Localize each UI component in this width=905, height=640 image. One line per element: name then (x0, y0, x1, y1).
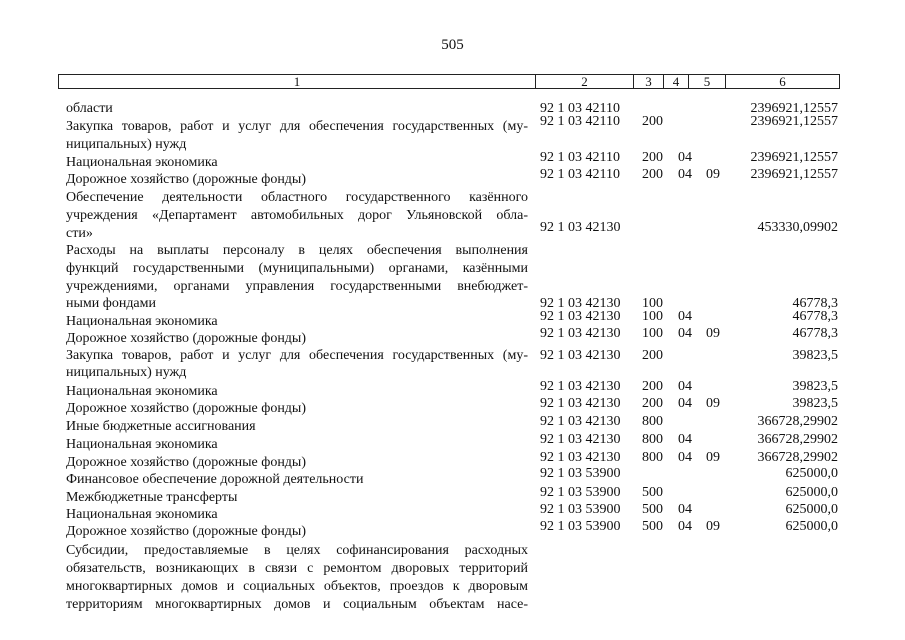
row-col-4: 04 (678, 432, 692, 447)
header-col-2: 2 (535, 74, 634, 89)
row-col-3: 200 (642, 114, 663, 129)
row-description-line: Закупка товаров, работ и услуг для обеспечения государственных (му- (66, 119, 528, 134)
row-description-line: Финансовое обеспечение дорожной деятельности (66, 472, 364, 487)
row-description-line: Дорожное хозяйство (дорожные фонды) (66, 172, 307, 187)
row-amount: 39823,5 (792, 348, 838, 363)
row-code: 92 1 03 53900 (540, 466, 621, 481)
row-col-5: 09 (706, 396, 720, 411)
row-code: 92 1 03 42130 (540, 450, 621, 465)
row-amount: 366728,29902 (757, 450, 838, 465)
row-code: 92 1 03 53900 (540, 519, 621, 534)
row-amount: 625000,0 (785, 519, 838, 534)
row-amount: 39823,5 (792, 396, 838, 411)
row-col-4: 04 (678, 309, 692, 324)
row-col-4: 04 (678, 379, 692, 394)
row-col-3: 100 (642, 296, 663, 311)
row-description-line: Закупка товаров, работ и услуг для обеспечения государственных (му- (66, 348, 528, 363)
row-col-3: 500 (642, 519, 663, 534)
row-description-line: ниципальных) нужд (66, 365, 187, 380)
row-col-3: 500 (642, 485, 663, 500)
row-description-line: области (66, 101, 113, 116)
row-description-line: многоквартирных домов и социальных объектов, проездов к дворовым (66, 579, 528, 594)
header-col-6: 6 (725, 74, 840, 89)
row-col-4: 04 (678, 326, 692, 341)
row-description-line: Дорожное хозяйство (дорожные фонды) (66, 455, 307, 470)
row-code: 92 1 03 42110 (540, 150, 620, 165)
row-code: 92 1 03 42130 (540, 379, 621, 394)
row-code: 92 1 03 42110 (540, 101, 620, 116)
row-col-3: 100 (642, 326, 663, 341)
row-col-3: 200 (642, 348, 663, 363)
row-description-line: Национальная экономика (66, 507, 218, 522)
row-col-3: 200 (642, 396, 663, 411)
row-amount: 453330,09902 (757, 220, 838, 235)
header-col-5: 5 (688, 74, 726, 89)
row-col-3: 800 (642, 414, 663, 429)
row-col-3: 200 (642, 167, 663, 182)
row-amount: 366728,29902 (757, 432, 838, 447)
header-col-1: 1 (58, 74, 536, 89)
row-description-line: сти» (66, 226, 93, 241)
row-code: 92 1 03 42130 (540, 348, 621, 363)
row-code: 92 1 03 42110 (540, 114, 620, 129)
row-code: 92 1 03 53900 (540, 485, 621, 500)
row-description-line: обязательств, возникающих в связи с ремонтом дворовых территорий (66, 561, 528, 576)
row-code: 92 1 03 42130 (540, 296, 621, 311)
row-code: 92 1 03 42130 (540, 432, 621, 447)
row-description-line: Дорожное хозяйство (дорожные фонды) (66, 331, 307, 346)
row-amount: 625000,0 (785, 466, 838, 481)
row-col-3: 800 (642, 432, 663, 447)
row-col-5: 09 (706, 167, 720, 182)
row-amount: 46778,3 (792, 309, 838, 324)
row-col-5: 09 (706, 326, 720, 341)
row-col-5: 09 (706, 519, 720, 534)
row-description-line: Расходы на выплаты персоналу в целях обеспечения выполнения (66, 243, 528, 258)
row-col-5: 09 (706, 450, 720, 465)
row-description-line: Национальная экономика (66, 384, 218, 399)
row-amount: 625000,0 (785, 502, 838, 517)
row-code: 92 1 03 42130 (540, 414, 621, 429)
page-number: 505 (441, 37, 464, 53)
row-code: 92 1 03 42110 (540, 167, 620, 182)
header-col-3: 3 (633, 74, 664, 89)
row-code: 92 1 03 42130 (540, 220, 621, 235)
row-code: 92 1 03 42130 (540, 326, 621, 341)
row-description-line: Субсидии, предоставляемые в целях софинансирования расходных (66, 543, 528, 558)
row-col-4: 04 (678, 150, 692, 165)
row-col-3: 800 (642, 450, 663, 465)
row-col-4: 04 (678, 167, 692, 182)
row-amount: 625000,0 (785, 485, 838, 500)
row-description-line: Обеспечение деятельности областного государственного казённого (66, 190, 528, 205)
row-col-3: 200 (642, 150, 663, 165)
row-amount: 46778,3 (792, 296, 838, 311)
header-col-4: 4 (663, 74, 689, 89)
row-col-4: 04 (678, 502, 692, 517)
row-description-line: учреждения «Департамент автомобильных дорог Ульяновской обла- (66, 208, 528, 223)
row-amount: 2396921,12557 (750, 101, 838, 116)
row-description-line: учреждениями, органами управления государственными внебюджет- (66, 279, 528, 294)
row-amount: 2396921,12557 (750, 150, 838, 165)
row-col-4: 04 (678, 450, 692, 465)
row-description-line: Национальная экономика (66, 314, 218, 329)
row-description-line: ными фондами (66, 296, 157, 311)
row-col-3: 200 (642, 379, 663, 394)
row-amount: 366728,29902 (757, 414, 838, 429)
row-amount: 39823,5 (792, 379, 838, 394)
row-code: 92 1 03 53900 (540, 502, 621, 517)
row-description-line: Дорожное хозяйство (дорожные фонды) (66, 524, 307, 539)
row-col-4: 04 (678, 396, 692, 411)
row-col-3: 500 (642, 502, 663, 517)
row-description-line: Дорожное хозяйство (дорожные фонды) (66, 401, 307, 416)
row-amount: 2396921,12557 (750, 114, 838, 129)
row-amount: 2396921,12557 (750, 167, 838, 182)
row-col-3: 100 (642, 309, 663, 324)
row-amount: 46778,3 (792, 326, 838, 341)
row-col-4: 04 (678, 519, 692, 534)
row-description-line: ниципальных) нужд (66, 137, 187, 152)
row-description-line: функций государственными (муниципальными) органами, казёнными (66, 261, 528, 276)
row-code: 92 1 03 42130 (540, 396, 621, 411)
row-description-line: Межбюджетные трансферты (66, 490, 238, 505)
row-description-line: Национальная экономика (66, 437, 218, 452)
row-description-line: территориям многоквартирных домов и социальным объектам насе- (66, 597, 528, 612)
row-description-line: Национальная экономика (66, 155, 218, 170)
row-description-line: Иные бюджетные ассигнования (66, 419, 256, 434)
row-code: 92 1 03 42130 (540, 309, 621, 324)
